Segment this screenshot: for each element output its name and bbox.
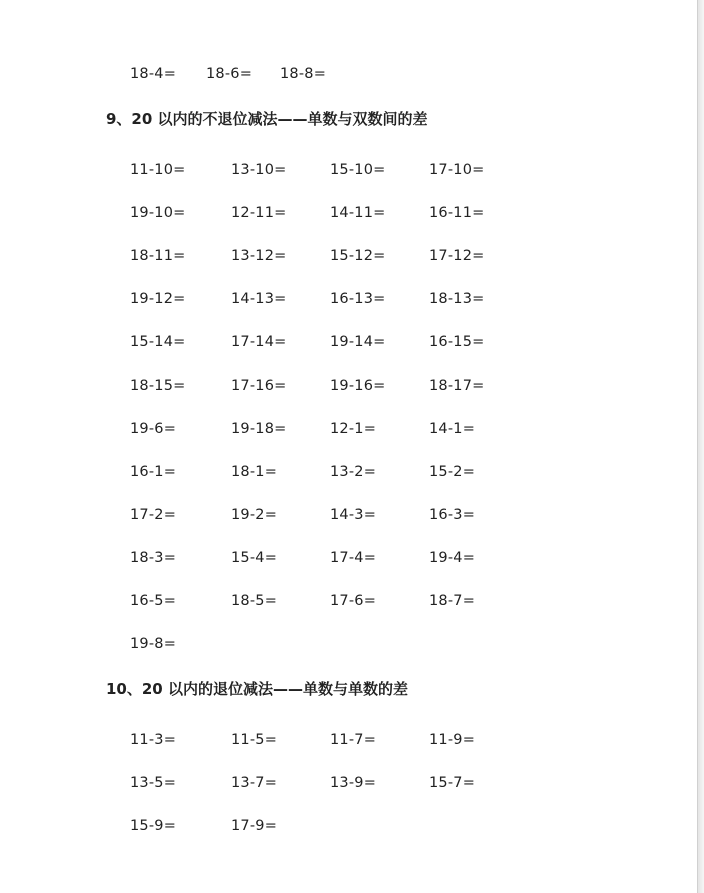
exercise-item: 15-4= bbox=[231, 550, 278, 566]
exercise-item: 15-2= bbox=[429, 464, 476, 480]
page-edge-shadow bbox=[697, 0, 704, 893]
exercise-item: 18-13= bbox=[429, 291, 485, 307]
exercise-item: 16-1= bbox=[130, 464, 177, 480]
exercise-item: 16-5= bbox=[130, 593, 177, 609]
exercise-item: 17-12= bbox=[429, 248, 485, 264]
exercise-item: 15-14= bbox=[130, 334, 186, 350]
exercise-item: 16-11= bbox=[429, 205, 485, 221]
exercise-item: 17-14= bbox=[231, 334, 287, 350]
section-heading-9: 9、20 以内的不退位减法——单数与双数间的差 bbox=[106, 110, 428, 128]
exercise-item: 11-3= bbox=[130, 732, 177, 748]
exercise-item: 14-13= bbox=[231, 291, 287, 307]
exercise-item: 14-11= bbox=[330, 205, 386, 221]
exercise-item: 19-2= bbox=[231, 507, 278, 523]
exercise-item: 18-11= bbox=[130, 248, 186, 264]
exercise-item: 19-12= bbox=[130, 291, 186, 307]
exercise-item: 16-13= bbox=[330, 291, 386, 307]
exercise-item: 14-3= bbox=[330, 507, 377, 523]
exercise-item: 12-11= bbox=[231, 205, 287, 221]
exercise-item: 13-9= bbox=[330, 775, 377, 791]
exercise-item: 17-4= bbox=[330, 550, 377, 566]
exercise-item: 18-17= bbox=[429, 378, 485, 394]
exercise-item: 12-1= bbox=[330, 421, 377, 437]
exercise-item: 14-1= bbox=[429, 421, 476, 437]
exercise-item: 16-3= bbox=[429, 507, 476, 523]
exercise-item: 18-7= bbox=[429, 593, 476, 609]
exercise-item: 19-6= bbox=[130, 421, 177, 437]
exercise-item: 19-4= bbox=[429, 550, 476, 566]
exercise-item: 19-14= bbox=[330, 334, 386, 350]
exercise-item: 19-16= bbox=[330, 378, 386, 394]
exercise-item: 11-10= bbox=[130, 162, 186, 178]
exercise-item: 13-2= bbox=[330, 464, 377, 480]
exercise-item: 19-10= bbox=[130, 205, 186, 221]
exercise-item: 15-7= bbox=[429, 775, 476, 791]
exercise-item: 17-2= bbox=[130, 507, 177, 523]
exercise-item: 13-10= bbox=[231, 162, 287, 178]
exercise-item: 19-8= bbox=[130, 636, 177, 652]
exercise-item: 13-7= bbox=[231, 775, 278, 791]
exercise-item: 13-12= bbox=[231, 248, 287, 264]
section-heading-10: 10、20 以内的退位减法——单数与单数的差 bbox=[106, 680, 408, 698]
exercise-item: 18-6= bbox=[206, 66, 253, 82]
exercise-item: 11-7= bbox=[330, 732, 377, 748]
exercise-item: 18-5= bbox=[231, 593, 278, 609]
exercise-item: 18-8= bbox=[280, 66, 327, 82]
exercise-item: 11-9= bbox=[429, 732, 476, 748]
exercise-item: 17-9= bbox=[231, 818, 278, 834]
exercise-item: 17-10= bbox=[429, 162, 485, 178]
exercise-item: 16-15= bbox=[429, 334, 485, 350]
exercise-item: 15-10= bbox=[330, 162, 386, 178]
exercise-item: 17-16= bbox=[231, 378, 287, 394]
exercise-item: 18-3= bbox=[130, 550, 177, 566]
exercise-item: 15-12= bbox=[330, 248, 386, 264]
exercise-item: 17-6= bbox=[330, 593, 377, 609]
exercise-item: 13-5= bbox=[130, 775, 177, 791]
exercise-item: 19-18= bbox=[231, 421, 287, 437]
exercise-item: 18-4= bbox=[130, 66, 177, 82]
exercise-item: 18-1= bbox=[231, 464, 278, 480]
exercise-item: 15-9= bbox=[130, 818, 177, 834]
exercise-item: 11-5= bbox=[231, 732, 278, 748]
exercise-item: 18-15= bbox=[130, 378, 186, 394]
